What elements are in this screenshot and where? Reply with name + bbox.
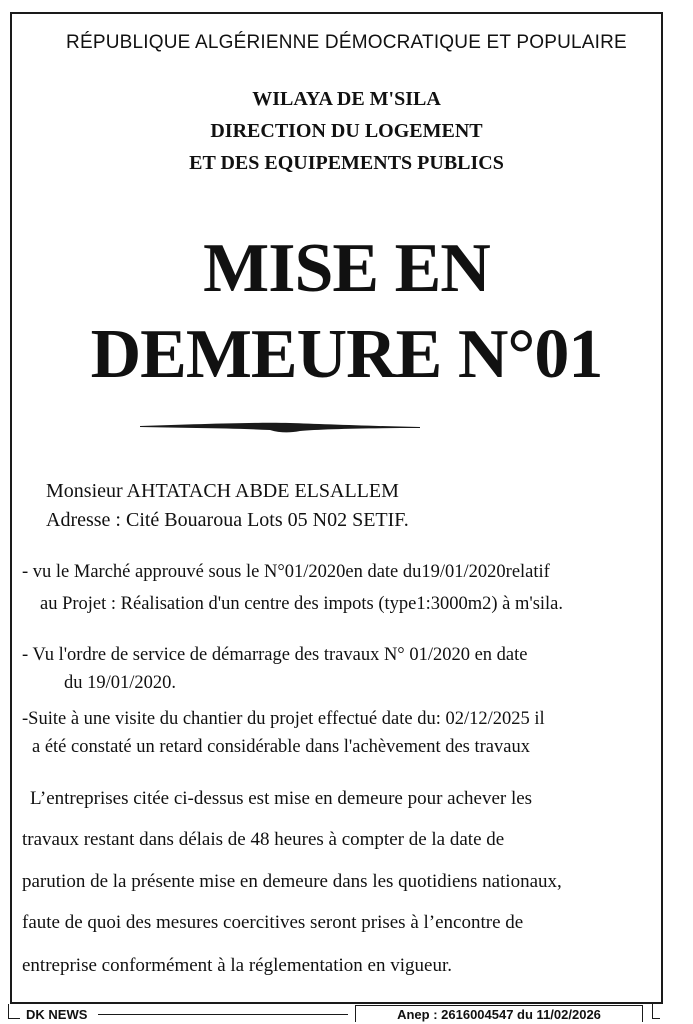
anep-reference: Anep : 2616004547 du 11/02/2026 [355,1005,643,1022]
footer-corner-right-base [652,1018,660,1019]
decorative-rule [140,415,420,437]
notice-title-line2: DEMEURE N°01 [90,316,603,393]
wilaya-heading: WILAYA DE M'SILA [252,88,441,110]
consideration-1-line1: - vu le Marché approuvé sous le N°01/2020en date du19/01/2020relatif [22,562,550,582]
footer-corner-left-base [8,1018,20,1019]
consideration-1-line2: au Projet : Réalisation d'un centre des impots (type1:3000m2) à m'sila. [40,594,564,614]
footer-corner-left [8,1004,9,1018]
direction-heading-line2: ET DES EQUIPEMENTS PUBLICS [189,152,504,174]
consideration-3-line1: -Suite à une visite du chantier du projet effectué date du: 02/12/2025 il [22,709,545,729]
recipient-name: Monsieur AHTATACH ABDE ELSALLEM [46,480,399,502]
notice-line-4: faute de quoi des mesures coercitives seront prises à l’encontre de [22,912,524,933]
notice-line-2: travaux restant dans délais de 48 heures à compter de la date de [22,829,505,850]
footer [0,1004,693,1024]
publisher-label: DK NEWS [26,1007,91,1022]
footer-corner-right [652,1004,653,1018]
notice-title-line1: MISE EN [203,230,490,307]
consideration-3-line2: a été constaté un retard considérable dans l'achèvement des travaux [32,737,530,757]
consideration-2-line1: - Vu l'ordre de service de démarrage des travaux N° 01/2020 en date [22,645,528,665]
notice-line-5: entreprise conformément à la réglementation en vigueur. [22,955,452,976]
consideration-2-line2: du 19/01/2020. [64,673,177,693]
notice-line-1: L’entreprises citée ci-dessus est mise en demeure pour achever les [30,788,533,809]
recipient-address: Adresse : Cité Bouaroua Lots 05 N02 SETIF. [46,509,409,531]
republic-heading: RÉPUBLIQUE ALGÉRIENNE DÉMOCRATIQUE ET POPULAIRE [66,32,627,53]
notice-line-3: parution de la présente mise en demeure dans les quotidiens nationaux, [22,871,562,892]
footer-divider [98,1014,348,1015]
direction-heading-line1: DIRECTION DU LOGEMENT [210,120,483,142]
